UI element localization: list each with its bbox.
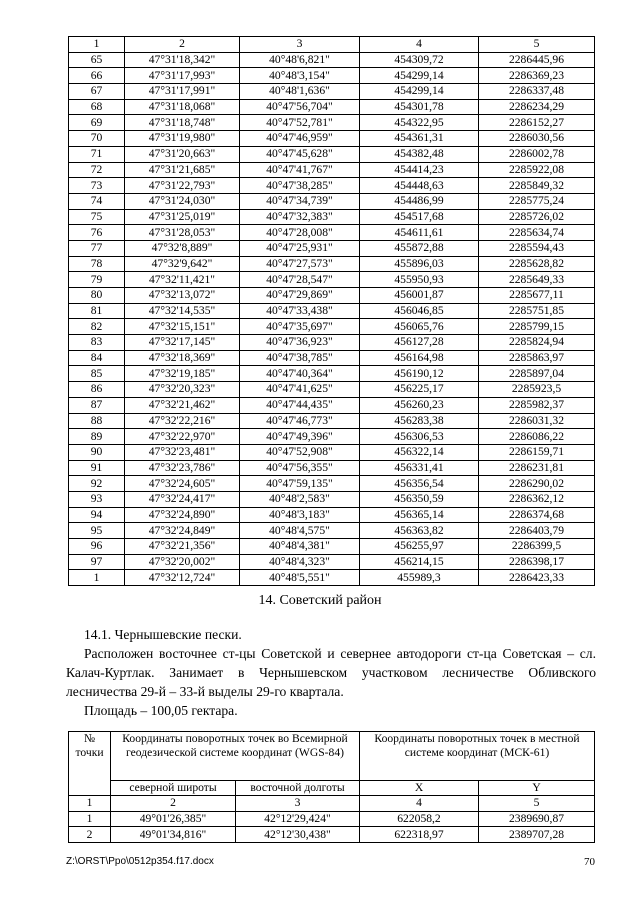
longitude-cell: 40°47'52,781" bbox=[240, 115, 360, 131]
latitude-cell: 47°32'8,889" bbox=[125, 240, 240, 256]
y-coordinate-cell: 2285751,85 bbox=[479, 303, 595, 319]
page-number: 70 bbox=[584, 856, 595, 868]
point-number-cell: 87 bbox=[69, 397, 125, 413]
longitude-cell: 40°47'35,697" bbox=[240, 319, 360, 335]
location-description: Расположен восточнее ст-цы Советской и севернее автодороги ст-ца Советская – сл. Калач-Куртлак. Занимает в Чернышевском участковом лесничестве Обливского лесничества 29-й – 33-й выделы 29-го квартала. bbox=[66, 646, 596, 699]
longitude-cell: 40°47'41,625" bbox=[240, 382, 360, 398]
latitude-cell: 47°32'24,849" bbox=[125, 523, 240, 539]
table-row bbox=[69, 460, 595, 476]
latitude-cell: 47°31'28,053" bbox=[125, 225, 240, 241]
longitude-cell: 40°47'28,008" bbox=[240, 225, 360, 241]
latitude-cell: 47°31'17,993" bbox=[125, 68, 240, 84]
point-number-cell: 80 bbox=[69, 288, 125, 304]
x-coordinate-cell: 622318,97 bbox=[360, 827, 479, 843]
longitude-cell: 40°47'59,135" bbox=[240, 476, 360, 492]
y-coordinate-cell: 2286369,23 bbox=[479, 68, 595, 84]
longitude-cell: 40°47'33,438" bbox=[240, 303, 360, 319]
y-coordinate-cell: 2286399,5 bbox=[479, 539, 595, 555]
table-row bbox=[69, 366, 595, 382]
x-coordinate-cell: 456260,23 bbox=[360, 397, 479, 413]
point-number-cell: 91 bbox=[69, 460, 125, 476]
y-coordinate-cell: 2285799,15 bbox=[479, 319, 595, 335]
longitude-cell: 40°47'45,628" bbox=[240, 146, 360, 162]
x-coordinate-cell: 456127,28 bbox=[360, 335, 479, 351]
y-coordinate-cell: 2285628,82 bbox=[479, 256, 595, 272]
subsection-heading: 14.1. Чернышевские пески. bbox=[84, 627, 242, 642]
y-coordinate-cell: 2286030,56 bbox=[479, 131, 595, 147]
latitude-cell: 47°32'20,323" bbox=[125, 382, 240, 398]
y-coordinate-cell: 2285923,5 bbox=[479, 382, 595, 398]
latitude-cell: 47°32'17,145" bbox=[125, 335, 240, 351]
section-title: 14. Советский район bbox=[258, 593, 382, 608]
x-coordinate-cell: 456214,15 bbox=[360, 554, 479, 570]
table-row bbox=[69, 256, 595, 272]
table-row bbox=[69, 827, 595, 843]
latitude-cell: 47°31'18,342" bbox=[125, 52, 240, 68]
y-coordinate-cell: 2286445,96 bbox=[479, 52, 595, 68]
y-coordinate-cell: 2285849,32 bbox=[479, 178, 595, 194]
y-coordinate-cell: 2286231,81 bbox=[479, 460, 595, 476]
point-number-cell: 71 bbox=[69, 146, 125, 162]
longitude-cell: 40°47'56,355" bbox=[240, 460, 360, 476]
table-row bbox=[69, 444, 595, 460]
point-number-cell: 95 bbox=[69, 523, 125, 539]
x-coordinate-cell: 454448,63 bbox=[360, 178, 479, 194]
coordinates-table-chernyshevskie bbox=[68, 731, 595, 843]
latitude-cell: 47°31'22,793" bbox=[125, 178, 240, 194]
point-number-cell: 90 bbox=[69, 444, 125, 460]
latitude-cell: 47°31'18,068" bbox=[125, 99, 240, 115]
footer-file-path: Z:\ORST\Ppo\0512p354.f17.docx bbox=[66, 856, 214, 867]
point-number-cell: 84 bbox=[69, 350, 125, 366]
table-row bbox=[69, 272, 595, 288]
point-number-cell: 78 bbox=[69, 256, 125, 272]
x-coordinate-cell: 454611,61 bbox=[360, 225, 479, 241]
point-number-cell: 97 bbox=[69, 554, 125, 570]
longitude-cell: 40°48'5,551" bbox=[240, 570, 360, 586]
point-number-cell: 75 bbox=[69, 209, 125, 225]
longitude-cell: 40°47'56,704" bbox=[240, 99, 360, 115]
longitude-cell: 40°47'34,739" bbox=[240, 193, 360, 209]
y-coordinate-cell: 2285982,37 bbox=[479, 397, 595, 413]
x-coordinate-cell: 456225,17 bbox=[360, 382, 479, 398]
table-row bbox=[69, 225, 595, 241]
x-coordinate-cell: 454414,23 bbox=[360, 162, 479, 178]
longitude-cell: 40°47'28,547" bbox=[240, 272, 360, 288]
point-number-cell: 81 bbox=[69, 303, 125, 319]
latitude-cell: 47°32'18,369" bbox=[125, 350, 240, 366]
latitude-cell: 47°31'19,980" bbox=[125, 131, 240, 147]
point-number-cell: 82 bbox=[69, 319, 125, 335]
table-row bbox=[69, 146, 595, 162]
y-coordinate-cell: 2286403,79 bbox=[479, 523, 595, 539]
point-number-cell: 2 bbox=[69, 827, 111, 843]
table-row bbox=[69, 811, 595, 827]
y-coordinate-cell: 2285863,97 bbox=[479, 350, 595, 366]
point-number-cell: 89 bbox=[69, 429, 125, 445]
table-row bbox=[69, 178, 595, 194]
table-row bbox=[69, 570, 595, 586]
table-row bbox=[69, 209, 595, 225]
x-coordinate-cell: 454517,68 bbox=[360, 209, 479, 225]
longitude-cell: 40°47'46,959" bbox=[240, 131, 360, 147]
column-number-row bbox=[69, 37, 595, 53]
point-number-cell: 77 bbox=[69, 240, 125, 256]
longitude-cell: 40°47'36,923" bbox=[240, 335, 360, 351]
x-coordinate-cell: 454382,48 bbox=[360, 146, 479, 162]
x-coordinate-cell: 454322,95 bbox=[360, 115, 479, 131]
latitude-cell: 47°32'23,481" bbox=[125, 444, 240, 460]
table-row bbox=[69, 507, 595, 523]
coordinates-table-continued bbox=[68, 36, 595, 586]
latitude-cell: 47°31'17,991" bbox=[125, 84, 240, 100]
y-coordinate-cell: 2389690,87 bbox=[479, 811, 595, 827]
x-coordinate-cell: 455989,3 bbox=[360, 570, 479, 586]
longitude-cell: 40°47'52,908" bbox=[240, 444, 360, 460]
column-number: 2 bbox=[111, 796, 236, 812]
y-coordinate-cell: 2286086,22 bbox=[479, 429, 595, 445]
x-coordinate-cell: 454486,99 bbox=[360, 193, 479, 209]
table-row bbox=[69, 240, 595, 256]
table-row bbox=[69, 335, 595, 351]
x-coordinate-cell: 454361,31 bbox=[360, 131, 479, 147]
latitude-cell: 47°32'20,002" bbox=[125, 554, 240, 570]
point-number-cell: 85 bbox=[69, 366, 125, 382]
x-coordinate-cell: 456283,38 bbox=[360, 413, 479, 429]
longitude-cell: 40°47'29,869" bbox=[240, 288, 360, 304]
latitude-cell: 47°32'12,724" bbox=[125, 570, 240, 586]
latitude-cell: 47°32'9,642" bbox=[125, 256, 240, 272]
x-coordinate-cell: 455896,03 bbox=[360, 256, 479, 272]
table-header-row bbox=[69, 732, 595, 781]
latitude-cell: 47°32'24,890" bbox=[125, 507, 240, 523]
column-number: 3 bbox=[236, 796, 360, 812]
column-number: 2 bbox=[125, 37, 240, 53]
longitude-cell: 40°48'4,381" bbox=[240, 539, 360, 555]
latitude-cell: 47°32'13,072" bbox=[125, 288, 240, 304]
latitude-cell: 47°31'24,030" bbox=[125, 193, 240, 209]
longitude-cell: 40°48'4,323" bbox=[240, 554, 360, 570]
column-number: 4 bbox=[360, 37, 479, 53]
y-coordinate-cell: 2286152,27 bbox=[479, 115, 595, 131]
longitude-cell: 40°47'49,396" bbox=[240, 429, 360, 445]
longitude-cell: 40°47'41,767" bbox=[240, 162, 360, 178]
column-number: 1 bbox=[69, 796, 111, 812]
point-number-cell: 73 bbox=[69, 178, 125, 194]
table-row bbox=[69, 476, 595, 492]
x-coordinate-cell: 456190,12 bbox=[360, 366, 479, 382]
latitude-cell: 49°01'34,816" bbox=[111, 827, 236, 843]
point-number-cell: 92 bbox=[69, 476, 125, 492]
point-number-cell: 68 bbox=[69, 99, 125, 115]
longitude-cell: 40°48'6,821" bbox=[240, 52, 360, 68]
y-coordinate-cell: 2286337,48 bbox=[479, 84, 595, 100]
x-coordinate-cell: 456164,98 bbox=[360, 350, 479, 366]
table-row bbox=[69, 429, 595, 445]
point-number-cell: 88 bbox=[69, 413, 125, 429]
y-coordinate-cell: 2286398,17 bbox=[479, 554, 595, 570]
latitude-cell: 47°31'20,663" bbox=[125, 146, 240, 162]
table-row bbox=[69, 115, 595, 131]
point-number-cell: 96 bbox=[69, 539, 125, 555]
longitude-cell: 40°47'46,773" bbox=[240, 413, 360, 429]
point-number-cell: 66 bbox=[69, 68, 125, 84]
x-coordinate-cell: 456331,41 bbox=[360, 460, 479, 476]
x-coordinate-cell: 454299,14 bbox=[360, 84, 479, 100]
table-row bbox=[69, 193, 595, 209]
y-coordinate-cell: 2285922,08 bbox=[479, 162, 595, 178]
column-number: 1 bbox=[69, 37, 125, 53]
x-coordinate-cell: 454309,72 bbox=[360, 52, 479, 68]
y-coordinate-cell: 2286002,78 bbox=[479, 146, 595, 162]
y-coordinate-cell: 2285634,74 bbox=[479, 225, 595, 241]
x-coordinate-cell: 456322,14 bbox=[360, 444, 479, 460]
y-coordinate-cell: 2286423,33 bbox=[479, 570, 595, 586]
y-coordinate-cell: 2286234,29 bbox=[479, 99, 595, 115]
table-row bbox=[69, 99, 595, 115]
latitude-cell: 47°31'18,748" bbox=[125, 115, 240, 131]
area-statement: Площадь – 100,05 гектара. bbox=[84, 703, 238, 718]
table-row bbox=[69, 68, 595, 84]
x-coordinate-cell: 622058,2 bbox=[360, 811, 479, 827]
table-row bbox=[69, 319, 595, 335]
table-row bbox=[69, 491, 595, 507]
x-coordinate-cell: 456350,59 bbox=[360, 491, 479, 507]
latitude-cell: 47°32'21,356" bbox=[125, 539, 240, 555]
point-number-cell: 79 bbox=[69, 272, 125, 288]
longitude-cell: 40°48'1,636" bbox=[240, 84, 360, 100]
latitude-cell: 47°32'11,421" bbox=[125, 272, 240, 288]
x-coordinate-cell: 454301,78 bbox=[360, 99, 479, 115]
x-coordinate-cell: 454299,14 bbox=[360, 68, 479, 84]
y-coordinate-cell: 2286031,32 bbox=[479, 413, 595, 429]
point-number-cell: 76 bbox=[69, 225, 125, 241]
table-row bbox=[69, 131, 595, 147]
latitude-cell: 47°32'14,535" bbox=[125, 303, 240, 319]
table-row bbox=[69, 350, 595, 366]
point-number-cell: 65 bbox=[69, 52, 125, 68]
point-number-header: № точки bbox=[69, 732, 111, 796]
table-row bbox=[69, 554, 595, 570]
point-number-cell: 1 bbox=[69, 811, 111, 827]
x-coordinate-cell: 456356,54 bbox=[360, 476, 479, 492]
longitude-cell: 40°48'3,154" bbox=[240, 68, 360, 84]
longitude-cell: 40°47'25,931" bbox=[240, 240, 360, 256]
longitude-cell: 42°12'29,424" bbox=[236, 811, 360, 827]
latitude-cell: 47°32'24,417" bbox=[125, 491, 240, 507]
x-coordinate-cell: 456255,97 bbox=[360, 539, 479, 555]
latitude-cell: 47°31'25,019" bbox=[125, 209, 240, 225]
latitude-cell: 47°31'21,685" bbox=[125, 162, 240, 178]
x-coordinate-cell: 456363,82 bbox=[360, 523, 479, 539]
table-row bbox=[69, 382, 595, 398]
latitude-cell: 47°32'24,605" bbox=[125, 476, 240, 492]
latitude-cell: 47°32'22,216" bbox=[125, 413, 240, 429]
table-row bbox=[69, 288, 595, 304]
y-coordinate-cell: 2286290,02 bbox=[479, 476, 595, 492]
latitude-cell: 47°32'15,151" bbox=[125, 319, 240, 335]
table-row bbox=[69, 413, 595, 429]
x-header: X bbox=[360, 781, 479, 796]
wgs84-header: Координаты поворотных точек во Всемирной геодезической системе координат (WGS-84) bbox=[111, 732, 360, 781]
table-row bbox=[69, 539, 595, 555]
longitude-cell: 40°47'38,285" bbox=[240, 178, 360, 194]
longitude-cell: 40°48'3,183" bbox=[240, 507, 360, 523]
point-number-cell: 74 bbox=[69, 193, 125, 209]
longitude-cell: 42°12'30,438" bbox=[236, 827, 360, 843]
latitude-cell: 47°32'21,462" bbox=[125, 397, 240, 413]
longitude-cell: 40°47'40,364" bbox=[240, 366, 360, 382]
point-number-cell: 93 bbox=[69, 491, 125, 507]
point-number-cell: 72 bbox=[69, 162, 125, 178]
point-number-cell: 83 bbox=[69, 335, 125, 351]
table-row bbox=[69, 397, 595, 413]
table-row bbox=[69, 84, 595, 100]
x-coordinate-cell: 455872,88 bbox=[360, 240, 479, 256]
x-coordinate-cell: 456001,87 bbox=[360, 288, 479, 304]
longitude-cell: 40°48'2,583" bbox=[240, 491, 360, 507]
latitude-header: северной широты bbox=[111, 781, 236, 796]
point-number-cell: 94 bbox=[69, 507, 125, 523]
latitude-cell: 49°01'26,385" bbox=[111, 811, 236, 827]
x-coordinate-cell: 456365,14 bbox=[360, 507, 479, 523]
table-row bbox=[69, 523, 595, 539]
y-coordinate-cell: 2286159,71 bbox=[479, 444, 595, 460]
y-coordinate-cell: 2285897,04 bbox=[479, 366, 595, 382]
point-number-cell: 86 bbox=[69, 382, 125, 398]
point-number-cell: 69 bbox=[69, 115, 125, 131]
x-coordinate-cell: 456306,53 bbox=[360, 429, 479, 445]
table-row bbox=[69, 303, 595, 319]
column-number: 3 bbox=[240, 37, 360, 53]
column-number: 5 bbox=[479, 796, 595, 812]
x-coordinate-cell: 455950,93 bbox=[360, 272, 479, 288]
y-coordinate-cell: 2285649,33 bbox=[479, 272, 595, 288]
y-coordinate-cell: 2285677,11 bbox=[479, 288, 595, 304]
y-coordinate-cell: 2285824,94 bbox=[479, 335, 595, 351]
latitude-cell: 47°32'22,970" bbox=[125, 429, 240, 445]
latitude-cell: 47°32'23,786" bbox=[125, 460, 240, 476]
x-coordinate-cell: 456065,76 bbox=[360, 319, 479, 335]
x-coordinate-cell: 456046,85 bbox=[360, 303, 479, 319]
y-coordinate-cell: 2286374,68 bbox=[479, 507, 595, 523]
column-number: 5 bbox=[479, 37, 595, 53]
table-subheader-row bbox=[69, 781, 595, 796]
longitude-cell: 40°47'27,573" bbox=[240, 256, 360, 272]
point-number-cell: 1 bbox=[69, 570, 125, 586]
longitude-header: восточной долготы bbox=[236, 781, 360, 796]
latitude-cell: 47°32'19,185" bbox=[125, 366, 240, 382]
point-number-cell: 70 bbox=[69, 131, 125, 147]
longitude-cell: 40°47'38,785" bbox=[240, 350, 360, 366]
y-coordinate-cell: 2285594,43 bbox=[479, 240, 595, 256]
msk61-header: Координаты поворотных точек в местной системе координат (МСК-61) bbox=[360, 732, 595, 781]
y-coordinate-cell: 2389707,28 bbox=[479, 827, 595, 843]
longitude-cell: 40°47'44,435" bbox=[240, 397, 360, 413]
table-row bbox=[69, 162, 595, 178]
y-coordinate-cell: 2285775,24 bbox=[479, 193, 595, 209]
column-number-row bbox=[69, 796, 595, 812]
longitude-cell: 40°47'32,383" bbox=[240, 209, 360, 225]
y-coordinate-cell: 2286362,12 bbox=[479, 491, 595, 507]
longitude-cell: 40°48'4,575" bbox=[240, 523, 360, 539]
table-row bbox=[69, 52, 595, 68]
point-number-cell: 67 bbox=[69, 84, 125, 100]
y-coordinate-cell: 2285726,02 bbox=[479, 209, 595, 225]
y-header: Y bbox=[479, 781, 595, 796]
column-number: 4 bbox=[360, 796, 479, 812]
